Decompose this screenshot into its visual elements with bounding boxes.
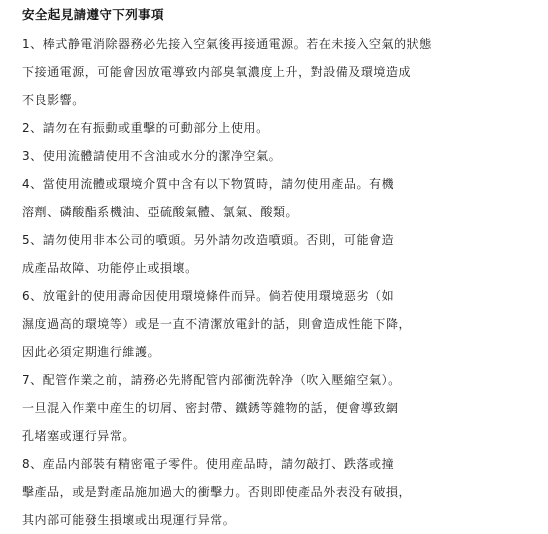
document-title: 安全起見請遵守下列事項 bbox=[22, 7, 164, 22]
text-line: 溶劑、磷酸酯系機油、亞硫酸氣體、氯氣、酸類。 bbox=[22, 205, 299, 219]
text-line: 孔堵塞或運行异常。 bbox=[22, 429, 135, 443]
text-line: 1、棒式静電消除器務必先接入空氣後再接通電源。若在未接入空氣的狀態 bbox=[22, 37, 432, 51]
text-line: 不良影響。 bbox=[22, 93, 85, 107]
text-line: 4、當使用流體或環境介質中含有以下物質時，請勿使用產品。有機 bbox=[22, 177, 395, 191]
text-line: 下接通電源，可能會因放電導致内部臭氧濃度上升，對設備及環境造成 bbox=[22, 65, 412, 79]
text-line: 擊產品，或是對產品施加過大的衝擊力。否則即使產品外表没有破損， bbox=[22, 485, 412, 499]
text-line: 3、使用流體請使用不含油或水分的潔净空氣。 bbox=[22, 149, 282, 163]
text-line: 一旦混入作業中産生的切屑、密封帶、鐵銹等雜物的話，便會導致網 bbox=[22, 401, 399, 415]
text-line: 其内部可能發生損壞或出現運行异常。 bbox=[22, 513, 236, 527]
safety-notice-document bbox=[22, 6, 542, 534]
text-line: 2、請勿在有振動或重擊的可動部分上使用。 bbox=[22, 121, 269, 135]
text-line: 5、請勿使用非本公司的噴頭。另外請勿改造噴頭。否則，可能會造 bbox=[22, 233, 395, 247]
text-line: 7、配管作業之前，請務必先將配管内部衝洗幹净（吹入壓縮空氣）。 bbox=[22, 373, 401, 387]
text-line: 8、産品内部裝有精密電子零件。使用産品時，請勿敲打、跌落或撞 bbox=[22, 457, 395, 471]
text-line: 成產品故障、功能停止或損壞。 bbox=[22, 261, 198, 275]
text-line: 6、放電針的使用壽命因使用環境條件而异。倘若使用環境惡劣（如 bbox=[22, 289, 395, 303]
text-line: 濕度過高的環境等）或是一直不清潔放電針的話，則會造成性能下降， bbox=[22, 317, 412, 331]
text-line: 因此必須定期進行維護。 bbox=[22, 345, 161, 359]
